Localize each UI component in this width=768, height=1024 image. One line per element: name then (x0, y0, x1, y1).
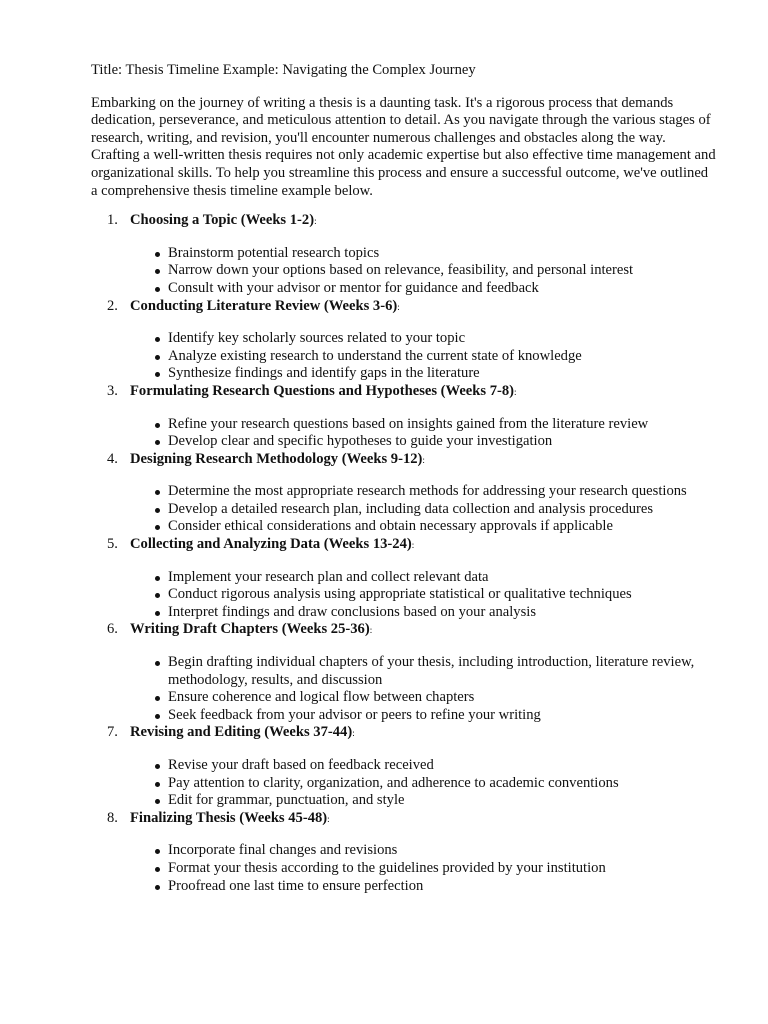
section-heading-suffix: : (514, 386, 517, 397)
bullet-icon (155, 714, 160, 719)
section-heading (107, 809, 716, 828)
bullet-text: Incorporate final changes and revisions (168, 842, 398, 859)
bullet-text: Begin drafting individual chapters of your thesis, including introduction, literature review, methodology, results, and discussion (168, 654, 695, 688)
bullet-text: Seek feedback from your advisor or peers to refine your writing (168, 706, 541, 723)
bullet-icon (155, 885, 160, 890)
list-item (155, 483, 716, 501)
bullet-text: Conduct rigorous analysis using appropriate statistical or qualitative techniques (168, 586, 632, 603)
document-page (91, 62, 716, 895)
section-number: 6. (107, 621, 118, 638)
bullet-icon (155, 337, 160, 342)
list-item (155, 330, 716, 348)
list-item (155, 501, 716, 519)
section-heading-suffix: : (422, 454, 425, 465)
bullet-icon (155, 440, 160, 445)
bullet-text: Consider ethical considerations and obtain necessary approvals if applicable (168, 518, 613, 535)
bullet-text: Consult with your advisor or mentor for guidance and feedback (168, 279, 539, 296)
bullet-text: Brainstorm potential research topics (168, 244, 380, 261)
section-heading (107, 724, 716, 742)
bullet-text: Interpret findings and draw conclusions based on your analysis (168, 603, 537, 620)
list-item (155, 689, 716, 707)
bullet-text: Proofread one last time to ensure perfection (168, 877, 424, 894)
section-heading-text: Designing Research Methodology (Weeks 9-12) (130, 450, 423, 467)
timeline-section (91, 621, 716, 724)
section-heading (107, 536, 716, 554)
bullet-icon (155, 576, 160, 581)
bullet-text: Develop a detailed research plan, including data collection and analysis procedures (168, 500, 654, 517)
list-item (155, 569, 716, 587)
section-heading-text: Writing Draft Chapters (Weeks 25-36) (130, 621, 370, 638)
list-item (155, 842, 716, 860)
bullet-text: Synthesize findings and identify gaps in the literature (168, 365, 480, 382)
list-item (155, 757, 716, 775)
section-heading (107, 297, 716, 316)
list-item (155, 245, 716, 263)
timeline-section (91, 536, 716, 621)
section-number: 5. (107, 536, 118, 553)
list-item (155, 518, 716, 536)
bullet-icon (155, 287, 160, 292)
bullet-text: Implement your research plan and collect relevant data (168, 568, 489, 585)
timeline-section (91, 724, 716, 809)
section-heading (107, 450, 716, 469)
bullet-text: Format your thesis according to the guidelines provided by your institution (168, 859, 606, 876)
list-item (155, 262, 716, 280)
bullet-list (130, 842, 716, 895)
timeline-section (91, 212, 716, 297)
bullet-text: Edit for grammar, punctuation, and style (168, 792, 405, 809)
bullet-icon (155, 423, 160, 428)
section-heading (107, 212, 716, 230)
section-number: 8. (107, 809, 118, 826)
document-title: Title: Thesis Timeline Example: Navigating the Complex Journey (91, 62, 476, 78)
list-item (155, 792, 716, 810)
bullet-icon (155, 661, 160, 666)
bullet-icon (155, 799, 160, 804)
list-item (155, 654, 716, 689)
bullet-icon (155, 508, 160, 513)
bullet-icon (155, 252, 160, 257)
section-number: 1. (107, 212, 118, 229)
list-item (155, 775, 716, 793)
list-item (155, 365, 716, 383)
section-heading-text: Conducting Literature Review (Weeks 3-6) (130, 297, 398, 314)
bullet-list (130, 245, 716, 298)
list-item (155, 860, 716, 878)
bullet-icon (155, 764, 160, 769)
timeline-list (91, 212, 716, 895)
bullet-icon (155, 269, 160, 274)
bullet-text: Develop clear and specific hypotheses to guide your investigation (168, 433, 553, 450)
section-heading-suffix: : (327, 813, 330, 824)
bullet-list (130, 654, 716, 724)
section-number: 2. (107, 297, 118, 314)
bullet-icon (155, 525, 160, 530)
list-item (155, 878, 716, 896)
bullet-icon (155, 593, 160, 598)
bullet-icon (155, 782, 160, 787)
section-heading-text: Formulating Research Questions and Hypotheses (Weeks 7-8) (130, 382, 515, 399)
timeline-section (91, 451, 716, 536)
list-item (155, 348, 716, 366)
section-heading (107, 382, 716, 401)
list-item (155, 586, 716, 604)
timeline-section (91, 383, 716, 451)
section-heading-text: Revising and Editing (Weeks 37-44) (130, 724, 353, 741)
bullet-list (130, 757, 716, 810)
bullet-list (130, 416, 716, 451)
timeline-section (91, 810, 716, 895)
bullet-icon (155, 696, 160, 701)
bullet-icon (155, 867, 160, 872)
bullet-text: Revise your draft based on feedback received (168, 757, 434, 773)
section-heading-text: Collecting and Analyzing Data (Weeks 13-24) (130, 536, 412, 553)
bullet-icon (155, 490, 160, 495)
list-item (155, 433, 716, 451)
bullet-text: Identify key scholarly sources related to your topic (168, 330, 466, 347)
section-number: 3. (107, 382, 118, 399)
section-heading-text: Finalizing Thesis (Weeks 45-48) (130, 809, 328, 826)
bullet-text: Narrow down your options based on relevance, feasibility, and personal interest (168, 262, 634, 279)
bullet-icon (155, 849, 160, 854)
list-item (155, 280, 716, 298)
list-item (155, 416, 716, 434)
section-heading (107, 621, 716, 639)
bullet-icon (155, 372, 160, 377)
section-heading-suffix: : (314, 216, 317, 227)
list-item (155, 604, 716, 622)
bullet-text: Analyze existing research to understand the current state of knowledge (168, 347, 582, 364)
bullet-list (130, 483, 716, 536)
section-heading-suffix: : (369, 625, 373, 636)
bullet-list (130, 569, 716, 622)
bullet-text: Refine your research questions based on insights gained from the literature review (168, 415, 649, 432)
bullet-icon (155, 611, 160, 616)
section-heading-suffix: : (352, 728, 355, 739)
timeline-section (91, 298, 716, 383)
intro-paragraph: Embarking on the journey of writing a thesis is a daunting task. It's a rigorous process that demands dedication, perseverance, and meticulous attention to detail. As you navigate through the various stages of research, writing, and revision, you'll encounter numerous challenges and obstacles along the way. Crafting a well-written thesis requires not only academic expertise but also effective time management and organizational skills. To help you streamline this process and ensure a successful outcome, we've outlined a comprehensive thesis timeline example below. (91, 94, 716, 199)
section-heading-text: Choosing a Topic (Weeks 1-2) (130, 212, 315, 229)
bullet-list (130, 330, 716, 383)
section-heading-suffix: : (411, 540, 415, 551)
bullet-icon (155, 355, 160, 360)
section-number: 7. (107, 724, 118, 741)
bullet-text: Pay attention to clarity, organization, and adherence to academic conventions (168, 774, 619, 791)
bullet-text: Determine the most appropriate research methods for addressing your research questions (168, 483, 687, 500)
section-heading-suffix: : (397, 301, 400, 312)
section-number: 4. (107, 450, 118, 467)
list-item (155, 707, 716, 725)
bullet-text: Ensure coherence and logical flow between chapters (168, 689, 475, 706)
